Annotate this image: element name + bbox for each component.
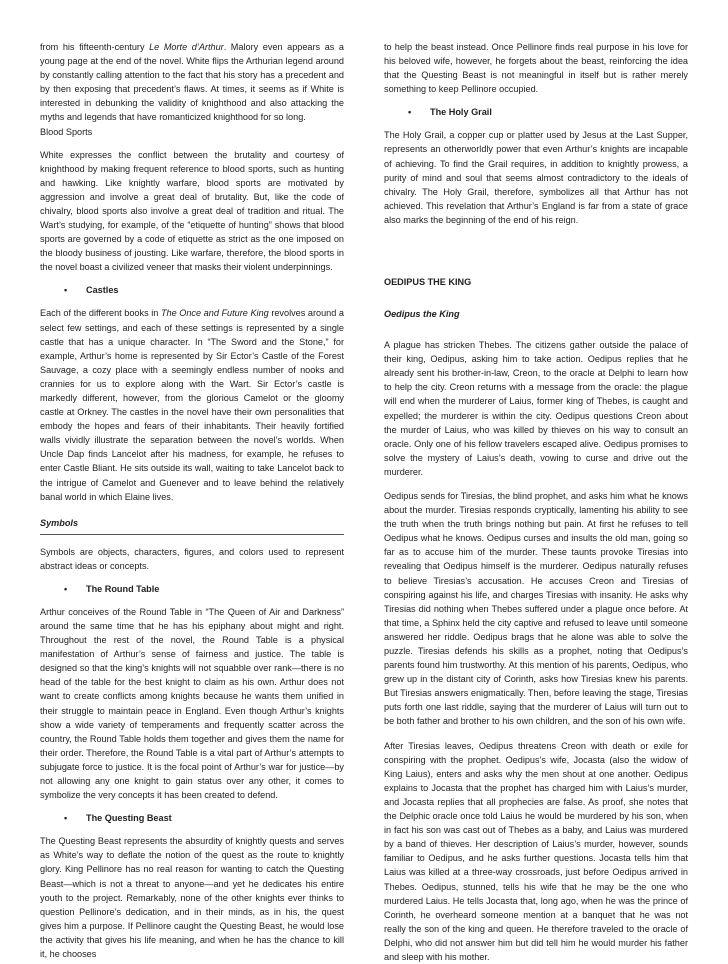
symbols-heading: Symbols (40, 517, 79, 528)
bullet-icon: • (64, 813, 68, 824)
bullet-icon: • (64, 583, 68, 594)
questing-beast-continued: to help the beast instead. Once Pellinore finds real purpose in his love for his beloved wife, however, he forgets about the beast, reinforcing the idea that the Questing Beast is not meaningful in itself but is rather merely something to keep Pellinore occupied. (384, 42, 688, 95)
intro-paragraph (40, 40, 344, 125)
questing-beast-paragraph: The Questing Beast represents the absurdity of knightly quests and serves as White’s way to deflate the notion of the quest as the route to knightly glory. King Pellinore has no real reason for wanting to catch the Questing Beast—which is not a threat to anyone—and yet he dedicates his entire youth to the project. Remarkably, none of the other knights ever thinks to question Pellinore’s dedication, and in their minds, as in his, the quest gives him a purpose. If Pellinore caught the Questing Beast, he would lose the activity that gives his life meaning, and when he has the chance to kill it, he chooses (40, 836, 344, 959)
oedipus-subheading: Oedipus the King (384, 309, 460, 320)
bullet-icon: • (64, 285, 68, 296)
bullet-icon: • (408, 107, 412, 118)
symbols-heading-block (40, 516, 344, 535)
round-table-bullet (40, 582, 344, 596)
intro-text-pre: from his fifteenth-century (40, 42, 150, 52)
round-table-paragraph: Arthur conceives of the Round Table in “The Queen of Air and Darkness” around the same time that he has his epiphany about might and right. Throughout the rest of the novel, the Round Table is a physical manifestation of Arthur’s sense of fairness and justice. The table is designed so that the king’s knights will not squabble over rank—there is no head of the table for the best knight to claim as his own. Arthur does not want to create conflicts among knights because he wants them unified in their struggle to maintain peace in England. Even though Arthur’s knights show a wide variety of temperaments and frequently scatter across the country, the Round Table holds them together and gives them the name for their order. Therefore, the Round Table is a vital part of Arthur’s attempts to subjugate force to justice. It is the focal point of Arthur’s war for justice—by not allowing any one knight to gain status over any other, it comes to symbolize the very concepts it has been created to defend. (40, 606, 344, 801)
questing-beast-bullet (40, 811, 344, 825)
castles-bullet-label: Castles (86, 285, 119, 296)
oedipus-heading: OEDIPUS THE KING (384, 277, 472, 288)
round-table-bullet-label: The Round Table (86, 583, 160, 594)
castles-text-post: revolves around a select few settings, and each of these settings is represented by a single castle that has a unique character. In “The Sword and the Stone,” for example, Arthur’s home is represented by Sir Ector’s Castle of the Forest Sauvage, a cozy place with a seemingly endless number of nooks and crannies for us to explore along with the Wart. Sir Ector’s castle is markedly different, however, from the glorious Camelot or the gloomy castle at Orkney. The castles in the novel have their own personalities that embody the hopes and fears of their inhabitants. Their heavily fortified walls vividly illustrate the separation between the novel’s worlds. When Uncle Dap finds Lancelot after his madness, for example, he refuses to enter Castle Bliant. He sits outside its wall, waiting to take Lancelot back to the intrigue of Camelot and Guenever and to leave behind the relatively banal world in which Elaine lives. (40, 308, 344, 502)
holy-grail-bullet (384, 105, 688, 119)
questing-beast-bullet-label: The Questing Beast (86, 813, 172, 824)
intro-book-title: Le Morte d’Arthur (149, 42, 224, 52)
castles-bullet (40, 283, 344, 297)
symbols-paragraph: Symbols are objects, characters, figures, and colors used to represent abstract ideas or concepts. (40, 546, 344, 571)
holy-grail-bullet-label: The Holy Grail (430, 107, 492, 118)
blood-sports-paragraph: White expresses the conflict between the brutality and courtesy of knighthood by making frequent reference to blood sports, such as hunting and hawking. Like knightly warfare, blood sports are motivated by aggression and involve a great deal of brutality. But, like the code of chivalry, blood sports also involve a great deal of tradition and ritual. The Wart’s studying, for example, of the “etiquette of hunting” shows that blood sports are governed by a code of etiquette as strict as the one imposed on the bloody business of jousting. Like warfare, therefore, the blood sports in the novel boast a civilized veneer that masks their violent underpinnings. (40, 149, 344, 273)
intro-text-post: . Malory even appears as a young page at the end of the novel. White flips the Arthurian legend around by constantly calling attention to the fact that his story has a precedent and by then exposing that precedent’s flaws. At times, it seems as if White is interested in debunking the validity of knighthood and also attacking the myths and legends that have romanticized knighthood for so long. (40, 42, 344, 123)
oedipus-paragraph-3: After Tiresias leaves, Oedipus threatens Creon with death or exile for conspiring with the prophet. Oedipus’s wife, Jocasta (also the widow of King Laius), enters and asks why the men shout at one another. Oedipus explains to Jocasta that the prophet has charged him with Laius’s murder, and Jocasta replies that all prophecies are false. As proof, she notes that the Delphic oracle once told Laius he would be murdered by his son, when in fact his son was cast out of Thebes as a baby, and Laius was murdered by a band of thieves. Her description of Laius’s murder, however, sounds familiar to Oedipus, and he asks further questions. Jocasta tells him that Laius was killed at a three-way crossroads, just before Oedipus arrived in Thebes. Oedipus, stunned, tells his wife that he may be the one who murdered Laius. He tells Jocasta that, long ago, when he was the prince of Corinth, he overheard someone mention at a banquet that he was not really the son of the king and queen. He therefore traveled to the oracle of Delphi, who did not answer him but did tell him he would murder his father and sleep with his mother. (384, 740, 688, 962)
blood-sports-heading: Blood Sports (40, 126, 93, 137)
castles-book-title: The Once and Future King (160, 308, 269, 319)
castles-paragraph (40, 306, 344, 503)
oedipus-paragraph-2: Oedipus sends for Tiresias, the blind prophet, and asks him what he knows about the murder. Tiresias responds cryptically, lamenting his ability to see the truth when the truth brings nothing but pain. At first he refuses to tell Oedipus what he knows. Oedipus curses and insults the old man, going so far as to accuse him of the murder. These taunts provoke Tiresias into revealing that Oedipus himself is the murderer. Oedipus naturally refuses to believe Tiresias’s accusation. He accuses Creon and Tiresias of conspiring against his life, and charges Tiresias with insanity. He asks why Tiresias did nothing when Thebes suffered under a plague once before. At that time, a Sphinx held the city captive and refused to leave until someone answered her riddle. Oedipus brags that he alone was able to solve the puzzle. Tiresias defends his skills as a prophet, noting that Oedipus’s parents found him trustworthy. At this mention of his parents, Oedipus, who grew up in the distant city of Corinth, asks how Tiresias knew his parents. But Tiresias answers enigmatically. Then, before leaving the stage, Tiresias puts forth one last riddle, saying that the murderer of Laius will turn out to be both father and brother to his own children, and the son of his own wife. (384, 490, 688, 727)
oedipus-paragraph-1: A plague has stricken Thebes. The citizens gather outside the palace of their king, Oedipus, asking him to take action. Oedipus replies that he already sent his brother-in-law, Creon, to the oracle at Delphi to learn how to help the city. Creon returns with a message from the oracle: the plague will end when the murderer of Laius, former king of Thebes, is caught and expelled; the murderer is within the city. Oedipus questions Creon about the murder of Laius, who was killed by thieves on his way to consult an oracle. Only one of his fellow travelers escaped alive. Oedipus promises to solve the mystery of Laius’s death, vowing to curse and drive out the murderer. (384, 340, 688, 477)
castles-text-pre: Each of the different books in (40, 308, 161, 319)
left-column (40, 40, 344, 961)
right-column (384, 40, 688, 964)
holy-grail-paragraph: The Holy Grail, a copper cup or platter used by Jesus at the Last Supper, represents an otherworldly power that even Arthur’s knights are incapable of achieving. To find the Grail requires, in addition to knightly prowess, a purity of mind and soul that seems almost contradictory to the ideals of chivalry. The Holy Grail, therefore, symbolizes all that Arthur has not achieved. This revelation that Arthur’s England is far from a state of grace also marks the beginning of the end of his reign. (384, 130, 688, 225)
